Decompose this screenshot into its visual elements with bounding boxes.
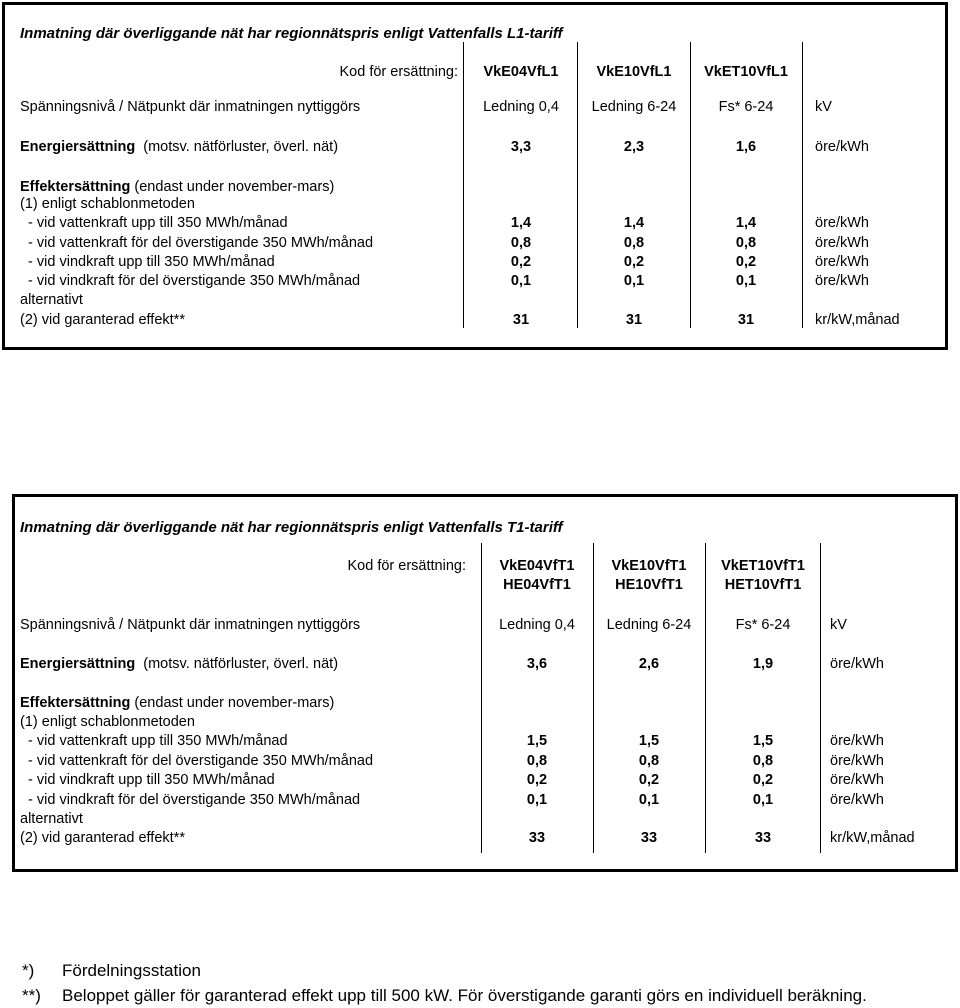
row-label: - vid vindkraft upp till 350 MWh/månad bbox=[20, 772, 275, 788]
voltage-unit: kV bbox=[815, 99, 832, 115]
method1-label: (1) enligt schablonmetoden bbox=[20, 714, 195, 730]
guaranteed-col3: 33 bbox=[754, 830, 772, 846]
column-divider bbox=[481, 543, 482, 853]
code-col1: VkE04VfT1 bbox=[499, 558, 575, 574]
code-col1: VkE04VfL1 bbox=[483, 64, 559, 80]
voltage-col2: Ledning 6-24 bbox=[591, 99, 677, 115]
column-divider bbox=[690, 42, 691, 328]
guaranteed-label: (2) vid garanterad effekt** bbox=[20, 830, 185, 846]
row-label: - vid vindkraft för del överstigande 350 MWh/månad bbox=[20, 273, 361, 289]
row-label: - vid vattenkraft upp till 350 MWh/månad bbox=[20, 215, 288, 231]
energy-col1: 3,6 bbox=[526, 656, 548, 672]
row-value: 0,8 bbox=[752, 753, 774, 769]
energy-label-rest: (motsv. nätförluster, överl. nät) bbox=[135, 139, 339, 155]
row-value: 0,8 bbox=[623, 235, 645, 251]
column-divider bbox=[577, 42, 578, 328]
footnote-mark: *) bbox=[22, 961, 35, 980]
energy-col3: 1,6 bbox=[735, 139, 757, 155]
row-value: 1,4 bbox=[735, 215, 757, 231]
row-value: 1,5 bbox=[638, 733, 660, 749]
method1-label: (1) enligt schablonmetoden bbox=[20, 196, 195, 212]
voltage-col1: Ledning 0,4 bbox=[499, 617, 575, 633]
guaranteed-unit: kr/kW,månad bbox=[815, 312, 900, 328]
row-unit: öre/kWh bbox=[830, 753, 884, 769]
code2-col2: HE10VfT1 bbox=[615, 577, 683, 593]
alternative-label: alternativt bbox=[20, 811, 83, 827]
guaranteed-unit: kr/kW,månad bbox=[830, 830, 915, 846]
row-value: 0,2 bbox=[735, 254, 757, 270]
row-value: 0,2 bbox=[526, 772, 548, 788]
row-value: 1,4 bbox=[510, 215, 532, 231]
row-label: - vid vindkraft för del överstigande 350 MWh/månad bbox=[20, 792, 361, 808]
footnote-text: Fördelningsstation bbox=[62, 961, 201, 980]
energy-label-rest: (motsv. nätförluster, överl. nät) bbox=[135, 656, 339, 672]
row-value: 0,8 bbox=[510, 235, 532, 251]
row-value: 0,1 bbox=[752, 792, 774, 808]
guaranteed-col2: 31 bbox=[625, 312, 643, 328]
column-divider bbox=[463, 42, 464, 328]
row-value: 0,2 bbox=[623, 254, 645, 270]
row-unit: öre/kWh bbox=[815, 254, 869, 270]
guaranteed-col1: 33 bbox=[528, 830, 546, 846]
footnote-mark: **) bbox=[22, 986, 41, 1005]
code2-col1: HE04VfT1 bbox=[503, 577, 571, 593]
guaranteed-col2: 33 bbox=[640, 830, 658, 846]
energy-unit: öre/kWh bbox=[830, 656, 884, 672]
energy-label-bold: Energiersättning bbox=[20, 139, 136, 155]
row-unit: öre/kWh bbox=[830, 792, 884, 808]
column-divider bbox=[820, 543, 821, 853]
row-value: 0,1 bbox=[510, 273, 532, 289]
row-value: 0,8 bbox=[735, 235, 757, 251]
effect-label-bold: Effektersättning bbox=[20, 179, 131, 195]
footnote-text: Beloppet gäller för garanterad effekt upp till 500 kW. För överstigande garanti görs en individuell beräkning. bbox=[62, 986, 867, 1005]
code-col2: VkE10VfT1 bbox=[611, 558, 687, 574]
tariff-table-l1 bbox=[2, 2, 948, 350]
guaranteed-col1: 31 bbox=[512, 312, 530, 328]
row-value: 0,2 bbox=[752, 772, 774, 788]
row-value: 0,8 bbox=[526, 753, 548, 769]
row-value: 0,1 bbox=[526, 792, 548, 808]
guaranteed-label: (2) vid garanterad effekt** bbox=[20, 312, 185, 328]
row-unit: öre/kWh bbox=[815, 273, 869, 289]
tariff-table-t1 bbox=[12, 494, 958, 872]
code-label: Kod för ersättning: bbox=[347, 558, 466, 574]
voltage-unit: kV bbox=[830, 617, 847, 633]
code-col3: VkET10VfL1 bbox=[704, 64, 788, 80]
voltage-col1: Ledning 0,4 bbox=[483, 99, 559, 115]
energy-label-bold: Energiersättning bbox=[20, 656, 136, 672]
effect-label-bold: Effektersättning bbox=[20, 695, 131, 711]
effect-label-rest: (endast under november-mars) bbox=[130, 695, 335, 711]
code-label: Kod för ersättning: bbox=[339, 64, 458, 80]
row-unit: öre/kWh bbox=[815, 215, 869, 231]
column-divider bbox=[802, 42, 803, 328]
column-divider bbox=[705, 543, 706, 853]
energy-unit: öre/kWh bbox=[815, 139, 869, 155]
table1-title: Inmatning där överliggande nät har regionnätspris enligt Vattenfalls L1-tariff bbox=[20, 25, 563, 42]
code-col2: VkE10VfL1 bbox=[596, 64, 672, 80]
voltage-col2: Ledning 6-24 bbox=[606, 617, 692, 633]
effect-label-rest: (endast under november-mars) bbox=[130, 179, 335, 195]
energy-label bbox=[20, 656, 338, 673]
row-unit: öre/kWh bbox=[830, 733, 884, 749]
voltage-col3: Fs* 6-24 bbox=[718, 99, 774, 115]
code-col3: VkET10VfT1 bbox=[721, 558, 805, 574]
energy-col3: 1,9 bbox=[752, 656, 774, 672]
row-value: 1,5 bbox=[526, 733, 548, 749]
row-value: 0,2 bbox=[638, 772, 660, 788]
guaranteed-col3: 31 bbox=[737, 312, 755, 328]
energy-col2: 2,6 bbox=[638, 656, 660, 672]
row-value: 0,1 bbox=[638, 792, 660, 808]
energy-col1: 3,3 bbox=[510, 139, 532, 155]
row-value: 1,5 bbox=[752, 733, 774, 749]
row-value: 1,4 bbox=[623, 215, 645, 231]
row-value: 0,1 bbox=[623, 273, 645, 289]
column-divider bbox=[593, 543, 594, 853]
row-label: - vid vattenkraft upp till 350 MWh/månad bbox=[20, 733, 288, 749]
code2-col3: HET10VfT1 bbox=[724, 577, 802, 593]
row-label: - vid vattenkraft för del överstigande 350 MWh/månad bbox=[20, 753, 374, 769]
row-label: - vid vattenkraft för del överstigande 350 MWh/månad bbox=[20, 235, 374, 251]
table2-title: Inmatning där överliggande nät har regionnätspris enligt Vattenfalls T1-tariff bbox=[20, 519, 563, 536]
voltage-label: Spänningsnivå / Nätpunkt där inmatningen nyttiggörs bbox=[20, 99, 361, 115]
row-unit: öre/kWh bbox=[830, 772, 884, 788]
row-value: 0,2 bbox=[510, 254, 532, 270]
row-value: 0,8 bbox=[638, 753, 660, 769]
effect-label bbox=[20, 179, 334, 196]
row-label: - vid vindkraft upp till 350 MWh/månad bbox=[20, 254, 275, 270]
row-value: 0,1 bbox=[735, 273, 757, 289]
voltage-col3: Fs* 6-24 bbox=[735, 617, 791, 633]
effect-label bbox=[20, 695, 334, 712]
energy-label bbox=[20, 139, 338, 156]
alternative-label: alternativt bbox=[20, 292, 83, 308]
voltage-label: Spänningsnivå / Nätpunkt där inmatningen nyttiggörs bbox=[20, 617, 361, 633]
row-unit: öre/kWh bbox=[815, 235, 869, 251]
energy-col2: 2,3 bbox=[623, 139, 645, 155]
